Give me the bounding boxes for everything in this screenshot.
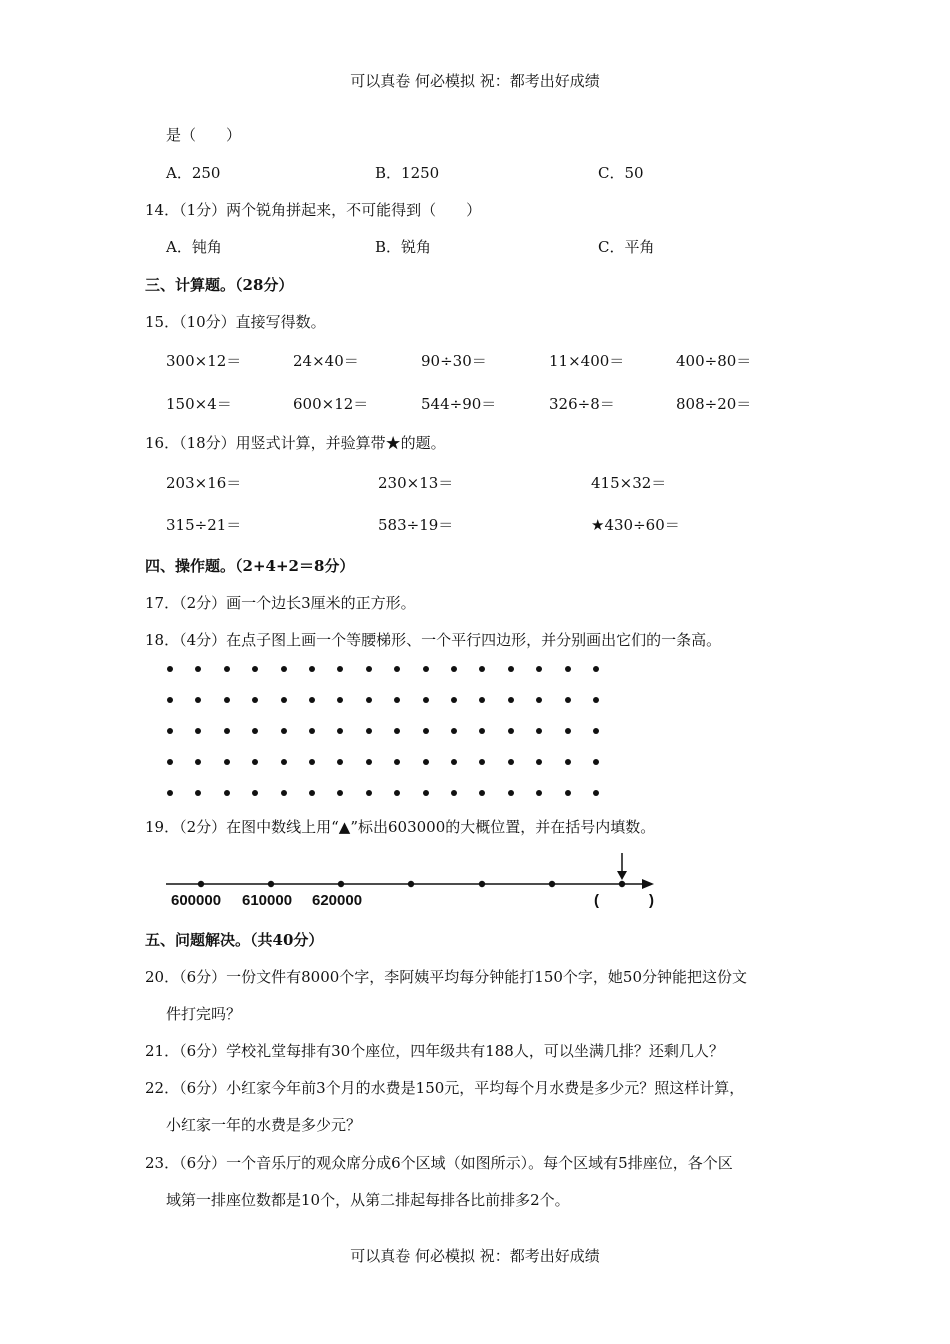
grid-dot [423,759,429,765]
number-line-tick [338,881,344,887]
grid-dot [252,666,258,672]
grid-dot [167,728,173,734]
number-line-tick [408,881,414,887]
section-3-title: 三、计算题。（28分） [145,276,294,294]
grid-dot [565,728,571,734]
grid-dot [508,759,514,765]
grid-dot [479,666,485,672]
grid-dot [593,728,599,734]
grid-dot [309,728,315,734]
grid-dot [337,728,343,734]
grid-dot [337,697,343,703]
grid-dot [224,728,230,734]
grid-dot [309,666,315,672]
grid-dot [394,728,400,734]
q13-option-a: A．250 [166,164,221,182]
grid-dot [508,666,514,672]
grid-dot [195,666,201,672]
q15-item: 400÷80＝ [676,352,752,370]
grid-dot [479,759,485,765]
grid-dot [565,666,571,672]
grid-dot [366,728,372,734]
grid-dot [394,666,400,672]
q14-option-b: B．锐角 [375,238,432,256]
grid-dot [281,666,287,672]
grid-dot [394,790,400,796]
number-line-tick [619,881,625,887]
down-arrow-icon [617,871,627,880]
grid-dot [195,759,201,765]
grid-dot [252,759,258,765]
q14-stem: 14．（1分）两个锐角拼起来，不可能得到（ ） [145,201,482,219]
q16-item: 315÷21＝ [166,516,242,534]
section-4-title: 四、操作题。（2+4+2＝8分） [145,557,355,575]
q16-item: 583÷19＝ [378,516,454,534]
page-footer: 可以真卷 何必模拟 祝：都考出好成绩 [350,1247,600,1265]
q22-line2: 小红家一年的水费是多少元？ [166,1116,362,1134]
grid-dot [366,790,372,796]
q16-item: 203×16＝ [166,474,242,492]
grid-dot [252,697,258,703]
grid-dot [508,790,514,796]
answer-paren-close: ) [649,892,654,909]
grid-dot [309,697,315,703]
grid-dot [536,666,542,672]
grid-dot [508,697,514,703]
q15-item: 544÷90＝ [421,395,497,413]
grid-dot [167,697,173,703]
grid-dot [508,728,514,734]
number-line-arrowhead [642,879,654,889]
grid-dot [337,759,343,765]
q15-item: 600×12＝ [293,395,369,413]
grid-dot [167,790,173,796]
grid-dot [167,759,173,765]
grid-dot [451,728,457,734]
grid-dot [593,666,599,672]
q15-item: 150×4＝ [166,395,232,413]
grid-dot [451,790,457,796]
grid-dot [593,790,599,796]
q16-item: 230×13＝ [378,474,454,492]
grid-dot [565,759,571,765]
q16-item: 415×32＝ [591,474,667,492]
grid-dot [167,666,173,672]
grid-dot [195,697,201,703]
page-header: 可以真卷 何必模拟 祝：都考出好成绩 [350,72,600,90]
dot-grid [160,658,620,798]
q16-stem: 16．（18分）用竖式计算，并验算带★的题。 [145,434,446,452]
q15-stem: 15．（10分）直接写得数。 [145,313,326,331]
grid-dot [366,759,372,765]
grid-dot [479,790,485,796]
grid-dot [423,697,429,703]
grid-dot [451,666,457,672]
grid-dot [281,790,287,796]
grid-dot [536,759,542,765]
grid-dot [281,697,287,703]
grid-dot [565,790,571,796]
grid-dot [252,790,258,796]
grid-dot [394,759,400,765]
q15-item: 24×40＝ [293,352,359,370]
q15-item: 808÷20＝ [676,395,752,413]
q17-stem: 17．（2分）画一个边长3厘米的正方形。 [145,594,416,612]
q20-line2: 件打完吗？ [166,1005,242,1023]
q15-item: 300×12＝ [166,352,242,370]
grid-dot [423,790,429,796]
q13-stem-tail: 是（ ） [166,126,242,144]
q13-option-b: B．1250 [375,164,440,182]
grid-dot [252,728,258,734]
grid-dot [423,666,429,672]
grid-dot [536,728,542,734]
grid-dot [423,728,429,734]
q22-line1: 22．（6分）小红家今年前3个月的水费是150元，平均每个月水费是多少元？照这样计算， [145,1079,745,1097]
q14-option-c: C．平角 [598,238,655,256]
number-line-label: 610000 [242,892,293,909]
grid-dot [195,790,201,796]
number-line-tick [198,881,204,887]
grid-dot [593,759,599,765]
grid-dot [366,697,372,703]
q20-line1: 20．（6分）一份文件有8000个字，李阿姨平均每分钟能打150个字，她50分钟能把这份文 [145,968,748,986]
grid-dot [536,697,542,703]
section-5-title: 五、问题解决。（共40分） [145,931,324,949]
q15-item: 326÷8＝ [549,395,615,413]
number-line-label: 620000 [312,892,363,909]
q18-stem: 18．（4分）在点子图上画一个等腰梯形、一个平行四边形，并分别画出它们的一条高。 [145,631,722,649]
grid-dot [224,697,230,703]
number-line [160,845,670,915]
q15-item: 11×400＝ [549,352,625,370]
grid-dot [337,666,343,672]
grid-dot [451,697,457,703]
grid-dot [479,728,485,734]
q13-option-c: C．50 [598,164,644,182]
q19-stem: 19．（2分）在图中数线上用“▲”标出603000的大概位置，并在括号内填数。 [145,818,656,836]
q21-line1: 21．（6分）学校礼堂每排有30个座位，四年级共有188人，可以坐满几排？还剩几人？ [145,1042,724,1060]
grid-dot [366,666,372,672]
grid-dot [593,697,599,703]
grid-dot [394,697,400,703]
answer-paren-open: ( [594,892,599,909]
grid-dot [565,697,571,703]
grid-dot [309,759,315,765]
q15-item: 90÷30＝ [421,352,487,370]
grid-dot [337,790,343,796]
grid-dot [281,728,287,734]
grid-dot [224,790,230,796]
q23-line1: 23．（6分）一个音乐厅的观众席分成6个区域（如图所示）。每个区域有5排座位，各个区 [145,1154,733,1172]
grid-dot [224,666,230,672]
grid-dot [479,697,485,703]
q16-item: ★430÷60＝ [591,516,680,534]
number-line-tick [268,881,274,887]
grid-dot [281,759,287,765]
grid-dot [536,790,542,796]
number-line-label: 600000 [171,892,222,909]
q23-line2: 域第一排座位数都是10个，从第二排起每排各比前排多2个。 [166,1191,570,1209]
number-line-tick [479,881,485,887]
grid-dot [309,790,315,796]
grid-dot [224,759,230,765]
q14-option-a: A．钝角 [166,238,222,256]
number-line-tick [549,881,555,887]
grid-dot [195,728,201,734]
grid-dot [451,759,457,765]
